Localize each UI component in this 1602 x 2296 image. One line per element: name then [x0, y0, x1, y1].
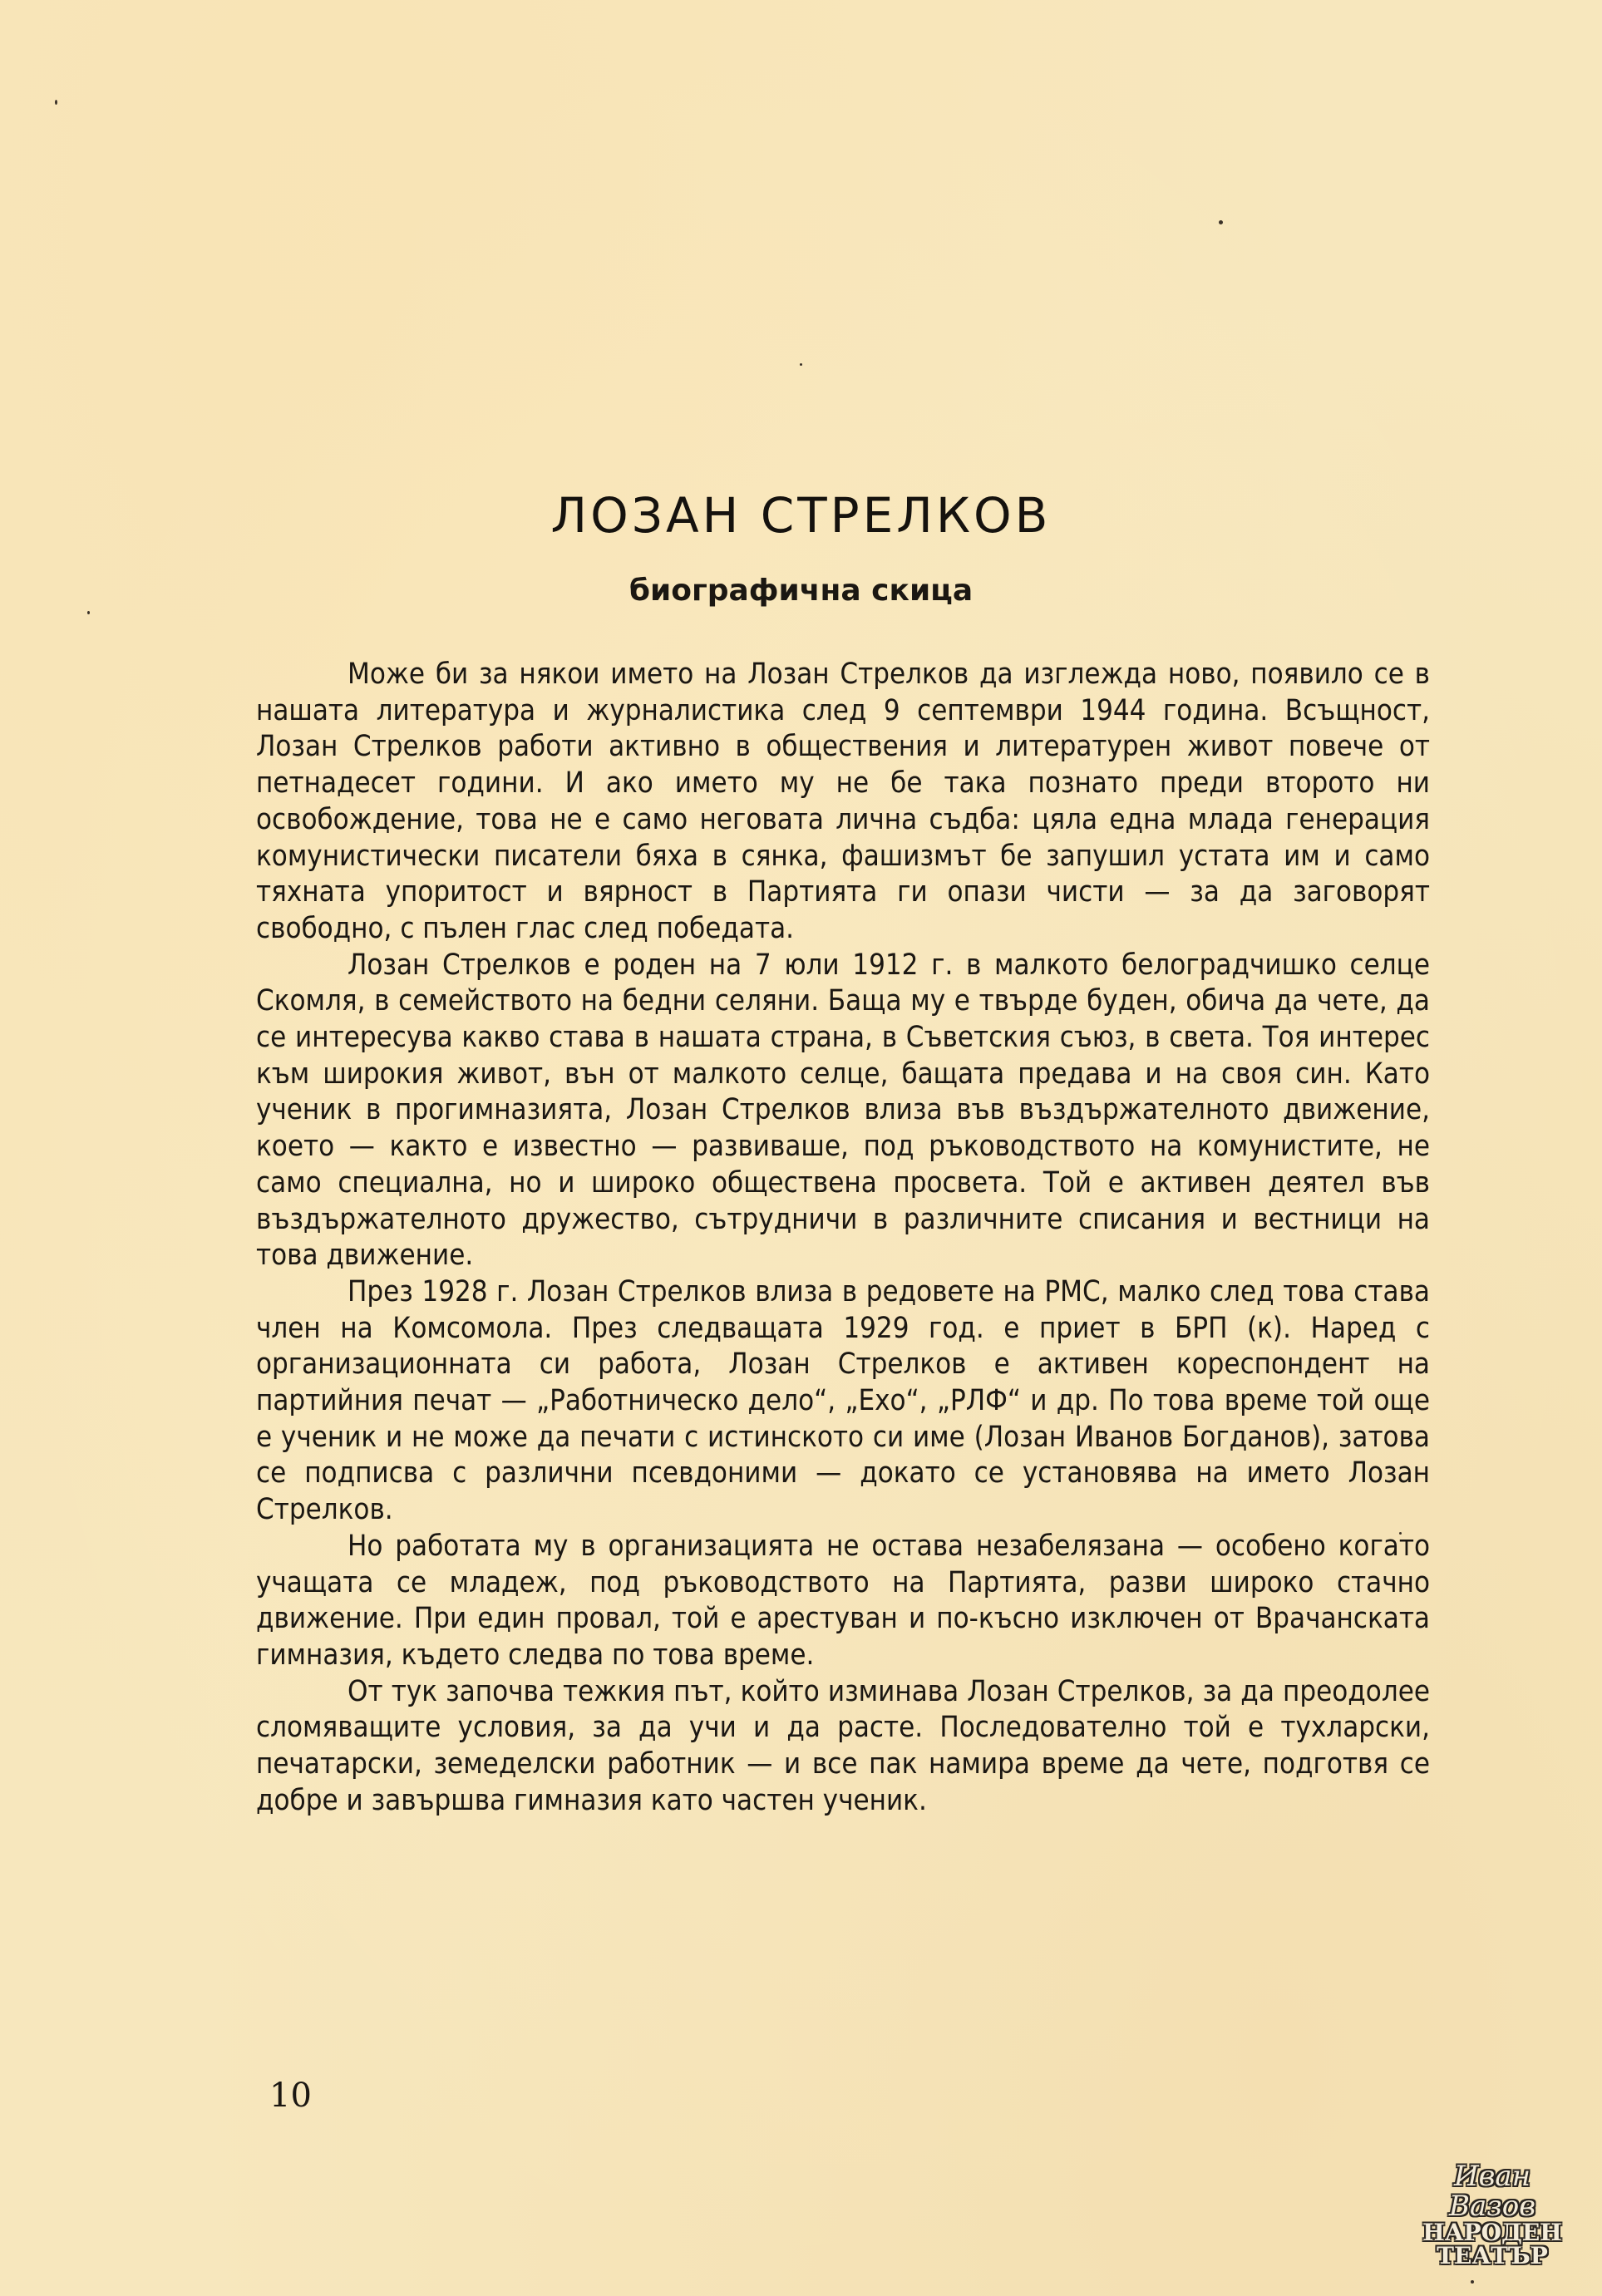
paragraph-birth: Лозан Стрелков е роден на 7 юли 1912 г. в малкото белоградчишко селце Скомля, в семейството на бедни селяни. Баща му е твърде буден, обича да чете, да се интересува какво става в нашата страна, в Съветския съюз, в света. Тоя интерес към широкия живот, вън от малкото селце, бащата предава и на своя син. Като ученик в прогимназията, Лозан Стрелков влиза във въздържателното движение, което — както е известно — развиваше, под ръководството на комунистите, не само специална, но и широко обществена просвета. Той е активен деятел във въздържателното дружество, сътрудничи в различните списания и вестници на това движение. [256, 948, 1430, 1273]
page-number: 10 [269, 2077, 312, 2115]
theatre-logo-watermark [1417, 2161, 1567, 2268]
paragraph-party: През 1928 г. Лозан Стрелков влиза в редовете на РМС, малко след това става член на Комсомола. През следващата 1929 год. е приет в БРП (к). Наред с организационната си работа, Лозан Стрелков е активен кореспондент на партийния печат — „Работническо дело“, „Ехо“, „РЛФ“ и др. По това време той още е ученик и не може да печати с истинското си име (Лозан Иванов Богданов), затова се подписва с различни псевдоними — докато се установява на името Лозан Стрелков. [256, 1274, 1430, 1527]
paragraph-hard-path: От тук започва тежкия път, който изминава Лозан Стрелков, за да преодолее сломяващите условия, за да учи и да расте. Последователно той е тухларски, печатарски, земеделски работник — и все пак намира време да чете, подготвя се добре и завършва гимназия като частен ученик. [256, 1674, 1430, 1817]
article-body [256, 657, 1430, 1820]
paper-speck [800, 363, 802, 366]
paragraph-arrest: Но работата му в организацията не остава незабелязана — особено когато учащата се младеж, под ръководството на Партията, разви широко стачно движение. При един провал, той е арестуван и по-късно изключен от Врачанската гимназия, където следва по това време. [256, 1529, 1430, 1672]
page-title: ЛОЗАН СТРЕЛКОВ [550, 487, 1052, 544]
logo-script-name: Иван Вазов [1448, 2160, 1536, 2223]
page-subtitle: биографична скица [628, 574, 974, 608]
logo-line-2: ТЕАТЪР [1437, 2242, 1548, 2269]
paper-speck [55, 100, 57, 105]
paper-speck [87, 611, 90, 614]
logo-line-1: НАРОДЕН [1422, 2219, 1562, 2246]
paragraph-intro: Може би за някои името на Лозан Стрелков да изглежда ново, появило се в нашата литература и журналистика след 9 септември 1944 година. Всъщност, Лозан Стрелков работи активно в обществения и литературен живот повече от петнадесет години. И ако името му не бе така познато преди второто ни освобождение, това не е само неговата лична съдба: цяла една млада генерация комунистически писатели бяха в сянка, фашизмът бе запушил устата им и само тяхната упоритост и вярност в Партията ги опази чисти — за да заговорят свободно, с пълен глас след победата. [256, 658, 1430, 945]
paper-speck [1471, 2280, 1474, 2284]
paper-speck [1219, 220, 1223, 224]
